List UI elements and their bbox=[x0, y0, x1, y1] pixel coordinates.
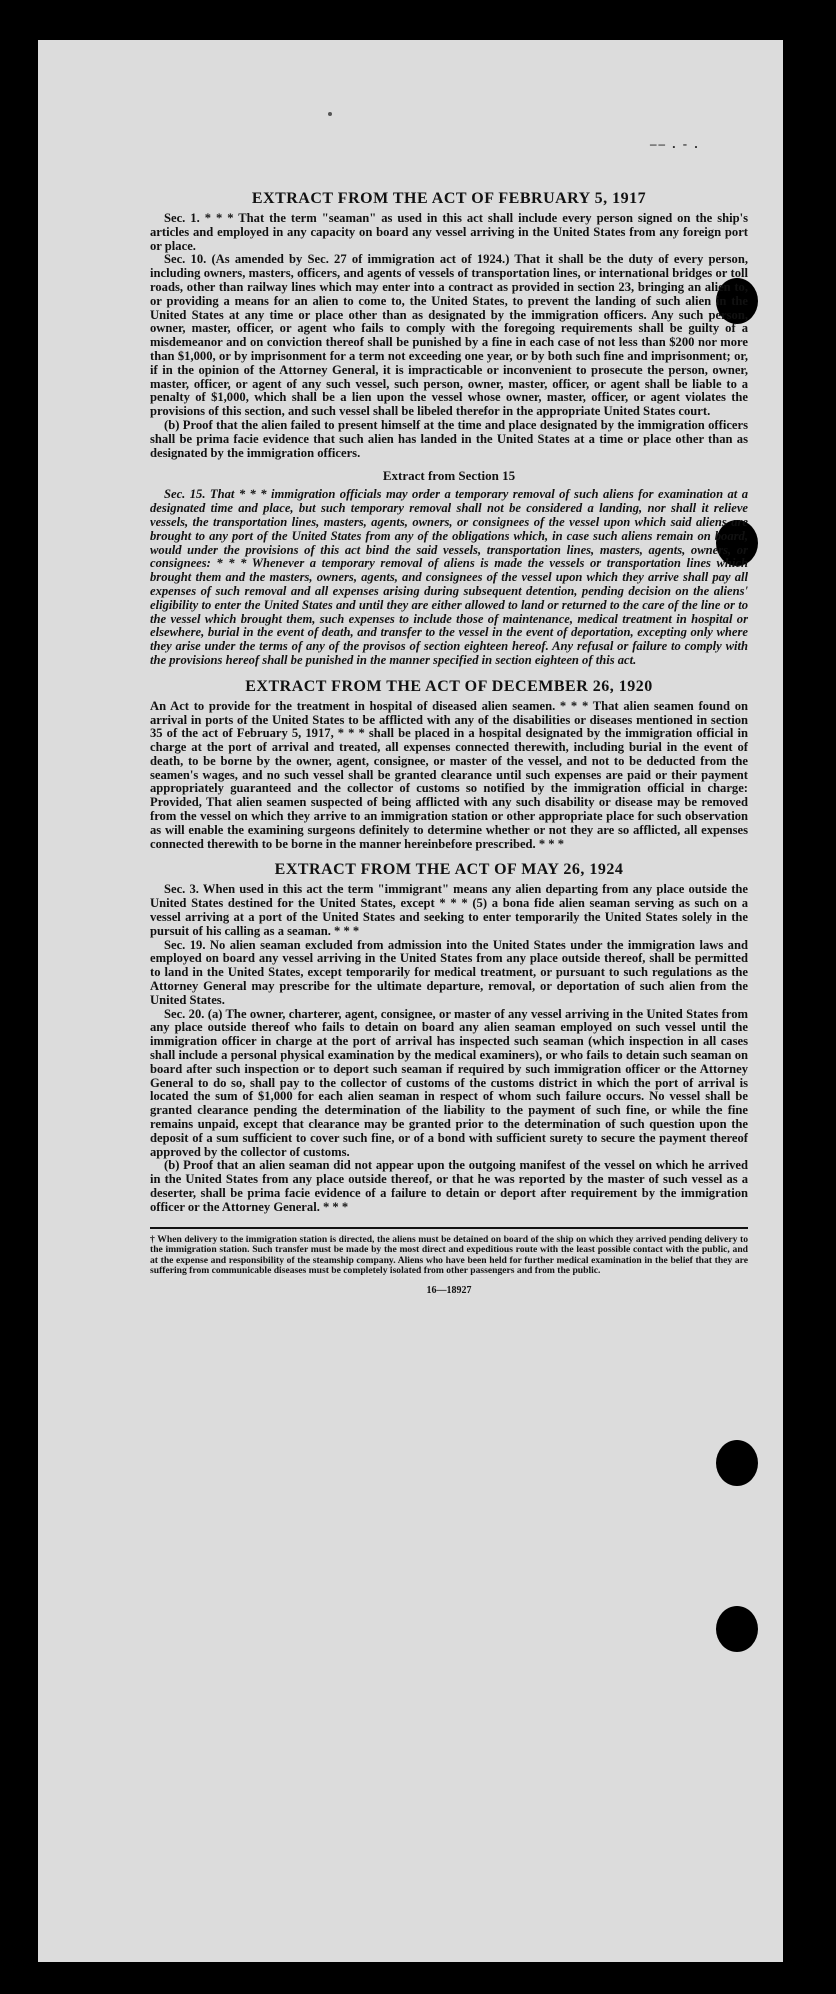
section-15-subheading: Extract from Section 15 bbox=[382, 468, 516, 484]
section-heading-1917: EXTRACT FROM THE ACT OF FEBRUARY 5, 1917 bbox=[251, 190, 647, 207]
paragraph-sec20a: Sec. 20. (a) The owner, charterer, agent, consignee, or master of any vessel arriving in the United States from any place outside thereof who fails to detain on board any alien seaman employed on such vessel until the immigration officer in charge at the port of arrival has inspected such seaman (which inspection in all cases shall include a personal physical examination by the medical examiners), or who fails to detain such seaman on board after such inspection or to deport such seaman if required by such immigration officer or the Attorney General to do so, shall pay to the collector of customs of the customs district in which the port of arrival is located the sum of $1,000 for each alien seaman in respect of whom such failure occurs. No vessel shall be granted clearance pending the determination of the liability to the payment of such fine, or while the fine remains unpaid, except that clearance may be granted prior to the determination of such question upon the deposit of a sum sufficient to cover such fine, or of a bond with sufficient surety to secure the payment thereof approved by the collector of customs. bbox=[150, 1006, 748, 1159]
footnote: † When delivery to the immigration station is directed, the aliens must be detained on board of the ship on which they arrived pending delivery to the immigration station. Such transfer must be made by the most direct and expeditious route with the least possible contact with the public, and at the expense and responsibility of the steamship company. Aliens who have been held for further medical examination in the belief that they are suffering from communicable diseases must be completely isolated from other passengers and from the public. bbox=[150, 1233, 748, 1277]
paragraph-sec3: Sec. 3. When used in this act the term "immigrant" means any alien departing from any place outside the United States destined for the United States, except * * * (5) a bona fide alien seaman serving as such on a vessel arriving at a port of the United States and seeking to enter temporarily the United States solely in the pursuit of his calling as a seaman. * * * bbox=[150, 882, 748, 938]
section-heading-1924: EXTRACT FROM THE ACT OF MAY 26, 1924 bbox=[274, 861, 624, 879]
document-page bbox=[38, 40, 783, 1962]
top-right-mark: –– . - . bbox=[650, 136, 700, 151]
paper-speck bbox=[328, 112, 332, 116]
footnote-divider bbox=[150, 1227, 748, 1229]
paragraph-sec1: Sec. 1. * * * That the term "seaman" as used in this act shall include every person signed on the ship's articles and employed in any capacity on board any vessel arriving in the United States from any foreign port or place. bbox=[150, 211, 748, 253]
paragraph-sec15: Sec. 15. That * * * immigration officials may order a temporary removal of such aliens for examination at a designated time and place, but such temporary removal shall not be considered a landing, nor shall it relieve vessels, the transportation lines, masters, agents, owners, or consignees of the vessel upon which said aliens are brought to any port of the United States from any of the obligations which, in case such aliens remain on board, would under the provisions of this act bind the said vessels, transportation lines, masters, agents, owners, or consignees: * * * Whenever a temporary removal of aliens is made the vessels or transportation lines which brought them and the masters, owners, agents, and consignees of the vessel upon which they arrive shall pay all expenses of such removal and all expenses arising during subsequent detention, pending decision on the aliens' eligibility to enter the United States and until they are either allowed to land or returned to the care of the line or to the vessel which brought them, such expenses to include those of maintenance, medical treatment in hospital or elsewhere, burial in the event of death, and transfer to the vessel in the event of deportation, excepting only where they arise under the terms of any of the provisos of section eighteen hereof. Any refusal or failure to comply with the provisions hereof shall be punished in the manner specified in section eighteen of this act. bbox=[150, 487, 748, 667]
paragraph-sec10b: (b) Proof that the alien failed to present himself at the time and place designated by the immigration officers shall be prima facie evidence that such alien has landed in the United States at a time or place other than as designated by the immigration officers. bbox=[150, 417, 748, 460]
paragraph-sec20b: (b) Proof that an alien seaman did not appear upon the outgoing manifest of the vessel on which he arrived in the United States from any place outside thereof, or that he was reported by the master of such vessel as a deserter, shall be prima facie evidence of a failure to detain or deport after requirement by the immigration officer or the Attorney General. * * * bbox=[150, 1158, 748, 1214]
document-body bbox=[150, 190, 748, 1296]
punch-hole bbox=[716, 1440, 758, 1486]
paragraph-sec19: Sec. 19. No alien seaman excluded from admission into the United States under the immigration laws and employed on board any vessel arriving in the United States from any place outside thereof, shall be permitted to land in the United States, except temporarily for medical treatment, or pursuant to such regulations as the Attorney General may prescribe for the ultimate departure, removal, or deportation of such alien from the United States. bbox=[150, 937, 748, 1007]
section-heading-1920: EXTRACT FROM THE ACT OF DECEMBER 26, 1920 bbox=[245, 677, 653, 695]
print-code: 16—18927 bbox=[426, 1284, 472, 1296]
paragraph-sec10: Sec. 10. (As amended by Sec. 27 of immigration act of 1924.) That it shall be the duty of every person, including owners, masters, officers, and agents of vessels of transportation lines, or international bridges or toll roads, other than railway lines which may enter into a contract as provided in section 23, bringing an alien to, or providing a means for an alien to come to, the United States, to prevent the landing of such alien in the United States at any time or place other than as designated by the immigration officers. Any such person, owner, master, officer, or agent who fails to comply with the foregoing requirements shall be guilty of a misdemeanor and on conviction thereof shall be punished by a fine in each case of not less than $200 nor more than $1,000, or by imprisonment for a term not exceeding one year, or by both such fine and imprisonment; or, if in the opinion of the Attorney General, it is impracticable or inconvenient to prosecute the person, owner, master, officer, or agent of any such vessel, such person, owner, master, officer, or agent shall be liable to a penalty of $1,000, which shall be a lien upon the vessel whose owner, master, officer, or agent violates the provisions of this section, and such vessel shall be libeled therefor in the appropriate United States court. bbox=[150, 252, 748, 419]
paragraph-act-1920: An Act to provide for the treatment in hospital of diseased alien seamen. * * * That alien seamen found on arrival in ports of the United States to be afflicted with any of the disabilities or diseases mentioned in section 35 of the act of February 5, 1917, * * * shall be placed in a hospital designated by the immigration official in charge at the port of arrival and treated, all expenses connected therewith, including burial in the event of death, to be borne by the owner, agent, consignee, or master of the vessel, and not to be deducted from the seamen's wages, and no such vessel shall be granted clearance until such expenses are paid or their payment appropriately guaranteed and the collector of customs so notified by the immigration official in charge: Provided, That alien seamen suspected of being afflicted with any such disability or disease may be removed from the vessel on which they arrive to an immigration station or other appropriate place for such observation as will enable the examining surgeons definitely to determine whether or not they are so afflicted, all expenses connected therewith to be borne in the manner hereinbefore prescribed. * * * bbox=[150, 698, 748, 851]
punch-hole bbox=[716, 1606, 758, 1652]
